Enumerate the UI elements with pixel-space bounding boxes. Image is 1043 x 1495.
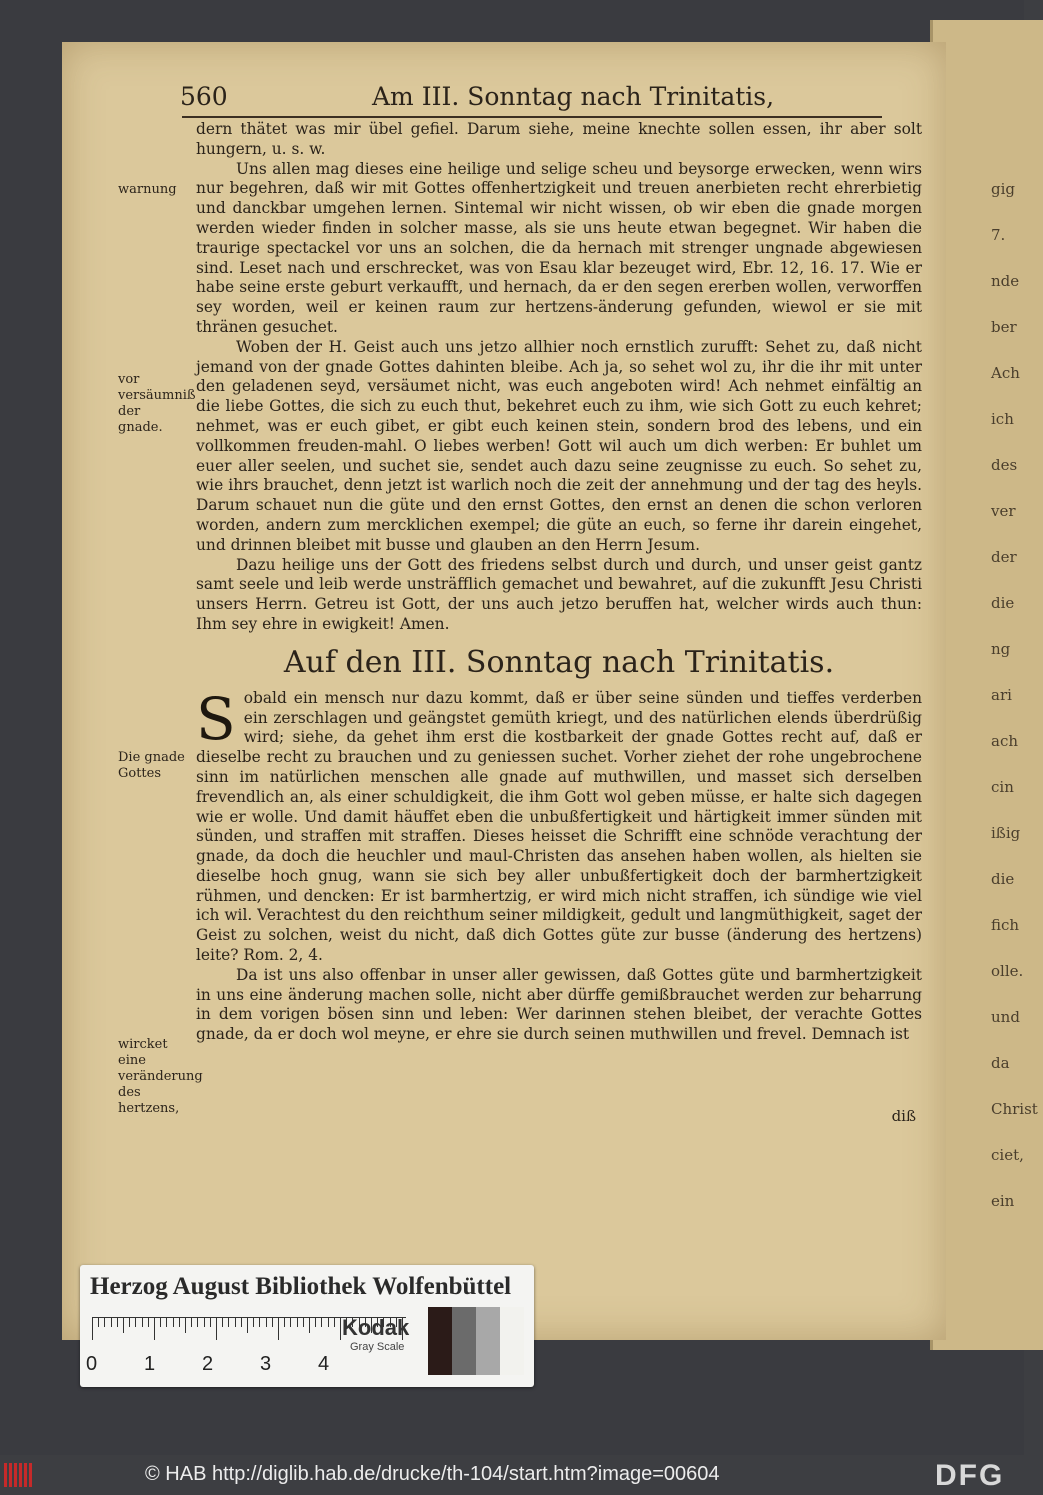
section-paragraph-1-text: obald ein mensch nur dazu kommt, daß er über seine sünden und tieffes verderben ein zerschlagen und geängstet gemüth kriegt, und des natürlichen elends überdrüßig wird; siehe, da gehet ihm erst die kostbarkeit der gnade Gottes recht auf, daß er dieselbe recht zu brauchen und zu geniessen suchet. Vorher ziehet der rohe ungebrochene sinn im natürlichen menschen alle gnade auf muthwillen, und masset sich derselben frevendlich an, als einer schuldigkeit, die ihm Gott wol geben müsse, er halte sich dagegen wie er wolle. Und damit häuffet eben die unbußfertigkeit und härtigkeit immer sünden mit sünden, und straffen mit straffen. Dieses heisset die Schrifft eine schnöde verachtung der gnade, da doch die heuchler und maul-Christen das ansehen haben wollen, als hielten sie dieselbe hoch gnug, wann sie sich bey aller unbußfertigkeit doch der barmhertzigkeit rühmen, und dencken: Er ist barmhertzig, er wird mich nicht straffen, ich sündige wie viel ich wil. Verachtest du den reichthum seiner mildigkeit, gedult und langmüthigkeit, saget der Geist zu solchen, weist du nicht, daß dich Gottes güte zur busse (änderung des hertzens) leite? Rom. 2, 4.: [196, 688, 923, 965]
ruler-tick: [210, 1318, 211, 1327]
ruler-tick: [148, 1318, 149, 1327]
ruler-number: 0: [86, 1353, 98, 1375]
ruler-tick: [104, 1318, 105, 1327]
kodak-logo: Kodak: [342, 1315, 410, 1340]
header-rule: [182, 116, 882, 118]
gray-scale-label: Gray Scale: [350, 1341, 405, 1353]
ruler-tick: [197, 1318, 198, 1327]
ruler-tick: [135, 1318, 136, 1327]
ruler-number: 1: [144, 1353, 156, 1375]
next-page-fragment: ißig: [991, 824, 1021, 842]
footer-bar: [0, 1455, 1024, 1495]
gray-patch: [476, 1307, 500, 1375]
ruler-tick: [309, 1318, 310, 1333]
ruler-tick: [266, 1318, 267, 1327]
drop-cap: S: [196, 684, 236, 753]
next-page-fragment: ng: [991, 640, 1011, 658]
next-page-fragment: ich: [991, 410, 1014, 428]
ruler-tick: [334, 1318, 335, 1327]
margin-note-gnade: Die gnade Gottes: [118, 750, 185, 781]
color-calibration-card: [80, 1265, 534, 1387]
ruler-tick: [328, 1318, 329, 1327]
gray-patch: [452, 1307, 476, 1375]
next-page-fragment: des: [991, 456, 1018, 474]
hab-logo-icon: [4, 1461, 38, 1489]
paragraph-2: Uns allen mag dieses eine heilige und selige scheu und beysorge erwecken, wenn wirs nur begehren, daß wir mit Gottes offenhertzigkeit und treuen anerbieten recht ehrerbietig und danckbar umgehen lernen. Sintemal wir nicht wissen, ob wir eben die gnade morgen werden wieder finden in solcher masse, als sie uns heute etwan begegnet. Wir haben die traurige spectackel vor uns an solchen, die da hernach mit strenger ungnade abgewiesen sind. Leset nach und erschrecket, was von Esau klar bezeuget wird, Ebr. 12, 16. 17. Wie er habe seine erste geburt verkaufft, und hernach, da er den segen ererben wollen, verworffen sey worden, weil er keinen raum zur hertzens-änderung gefunden, wiewol er sie mit thränen gesuchet.: [196, 159, 922, 336]
next-page-fragment: die: [991, 870, 1015, 888]
ruler-tick: [142, 1318, 143, 1327]
ruler-tick: [284, 1318, 285, 1327]
ruler-tick: [185, 1318, 186, 1333]
next-page-fragment: ber: [991, 318, 1017, 336]
ruler-tick: [340, 1318, 341, 1340]
gray-patch: [500, 1307, 524, 1375]
next-page-fragment: olle.: [991, 962, 1024, 980]
ruler-tick: [303, 1318, 304, 1327]
next-page-fragment: die: [991, 594, 1015, 612]
next-page-fragment: ciet,: [991, 1146, 1024, 1164]
logo-bar: [14, 1463, 17, 1487]
library-name: Herzog August Bibliothek Wolfenbüttel: [90, 1273, 512, 1300]
ruler-tick: [222, 1318, 223, 1327]
next-page-fragment: gig: [991, 180, 1016, 198]
ruler-tick: [173, 1318, 174, 1327]
ruler-tick: [297, 1318, 298, 1327]
paragraph-3: Woben der H. Geist auch uns jetzo allhier noch ernstlich zurufft: Sehet zu, daß nicht jemand von der gnade Gottes dahinten bleibe. Ach ja, so sehet wol zu, ihr die ihr mit unter den geladenen seyd, versäumet nicht, was euch angeboten wird! Ach nehmet einfältig an die liebe Gottes, die sich zu euch thut, bekehret euch zu ihm, wie sich Gott zu euch kehret; nehmet, was er euch gibet, er gibt euch keinen stein, sondern brod des lebens, und ein vollkommen freuden-mahl. O liebes werben! Gott wil auch um dich werben: Er buhlet um euer aller seelen, und suchet sie, sendet auch dazu seine zeugnisse zu euch. So sehet zu, wie ihrs brauchet, denn jetzt ist warlich noch die zeit der annehmung und der tag des heyls. Darum schauet nun die güte und den ernst Gottes, den ernst an denen die schon verloren worden, andern zum mercklichen exempel; die güte an euch, so ferne ihr darein eingehet, und drinnen bleibet mit busse und glauben an den Herrn Jesum.: [196, 337, 922, 554]
margin-note-warnung: warnung: [118, 182, 177, 197]
next-page-fragment: fich: [991, 916, 1020, 934]
section-paragraph-2: Da ist uns also offenbar in unser aller gewissen, daß Gottes güte und barmhertzigkeit in uns eine änderung machen solle, nicht aber dürffe gemißbrauchet werden zur beharrung in dem vorigen bösen sinn und leben: Wer darinnen stehen bleibet, der verachte Gottes gnade, da er doch wol meyne, er ehre sie durch seinen muthwillen und frevel. Demnach ist: [196, 965, 922, 1044]
next-page-fragment: Ach: [991, 364, 1020, 382]
dfg-logo: DFG: [935, 1459, 1005, 1492]
ruler-tick: [247, 1318, 248, 1333]
section-paragraph-1: [196, 684, 923, 966]
next-page-fragment: cin: [991, 778, 1014, 796]
next-page-fragment: 7.: [991, 226, 1006, 244]
ruler-tick: [117, 1318, 118, 1327]
ruler-tick: [111, 1318, 112, 1327]
next-page-fragment: ach: [991, 732, 1019, 750]
next-page-fragment: da: [991, 1054, 1010, 1072]
margin-note-aenderung: wircket eine veränderung des hertzens,: [118, 1037, 203, 1116]
section-heading: Auf den III. Sonntag nach Trinitatis.: [283, 644, 835, 680]
ruler-tick: [253, 1318, 254, 1327]
next-page-edge: [930, 20, 1043, 1350]
paragraph-1: dern thätet was mir übel gefiel. Darum siehe, meine knechte sollen essen, ihr aber solt hungern, u. s. w.: [196, 120, 922, 158]
ruler-tick: [216, 1318, 217, 1340]
logo-bar: [4, 1463, 7, 1487]
page-header: [180, 82, 840, 116]
ruler-tick: [179, 1318, 180, 1327]
ruler-tick: [259, 1318, 260, 1327]
next-page-fragment: Christ: [991, 1100, 1038, 1118]
ruler-tick: [129, 1318, 130, 1327]
ruler-tick: [98, 1318, 99, 1327]
logo-bar: [24, 1463, 27, 1487]
paragraph-4: Dazu heilige uns der Gott des friedens selbst durch und durch, und unser geist gantz samt seele und leib werde unsträfflich gemachet und bewahret, auf die zukunfft Jesu Christi unsers Herrn. Getreu ist Gott, der uns auch jetzo beruffen hat, welcher wirds auch thun: Ihm sey ehre in ewigkeit! Amen.: [196, 555, 922, 633]
ruler-tick: [241, 1318, 242, 1327]
running-title: Am III. Sonntag nach Trinitatis,: [372, 82, 775, 111]
logo-bar: [19, 1463, 22, 1487]
page-number: 560: [180, 82, 228, 111]
copyright-link[interactable]: © HAB http://diglib.hab.de/drucke/th-104/start.htm?image=00604: [145, 1463, 720, 1485]
ruler-tick: [278, 1318, 279, 1340]
next-page-fragment: ari: [991, 686, 1012, 704]
ruler-tick: [321, 1318, 322, 1327]
book-page: [62, 42, 946, 1340]
next-page-fragment: und: [991, 1008, 1020, 1026]
ruler-tick: [154, 1318, 155, 1340]
ruler-tick: [123, 1318, 124, 1333]
ruler-tick: [272, 1318, 273, 1327]
ruler-tick: [315, 1318, 316, 1327]
ruler-tick: [160, 1318, 161, 1327]
logo-bar: [29, 1463, 32, 1487]
next-page-fragment: ver: [991, 502, 1016, 520]
ruler-tick: [228, 1318, 229, 1327]
margin-note-versaeumniss: vor versäumniß der gnade.: [118, 372, 196, 435]
ruler-tick: [235, 1318, 236, 1327]
ruler-number: 2: [202, 1353, 214, 1375]
next-page-fragment: der: [991, 548, 1017, 566]
logo-bar: [9, 1463, 12, 1487]
ruler-tick: [290, 1318, 291, 1327]
ruler-tick: [204, 1318, 205, 1327]
next-page-fragment: nde: [991, 272, 1020, 290]
catchword: diß: [891, 1107, 916, 1125]
gray-patch: [428, 1307, 452, 1375]
next-page-fragment: ein: [991, 1192, 1015, 1210]
ruler-tick: [92, 1318, 93, 1340]
ruler-number: 3: [260, 1353, 272, 1375]
ruler-tick: [191, 1318, 192, 1327]
ruler-number: 4: [318, 1353, 330, 1375]
ruler-tick: [166, 1318, 167, 1327]
page-body: [196, 120, 922, 1045]
